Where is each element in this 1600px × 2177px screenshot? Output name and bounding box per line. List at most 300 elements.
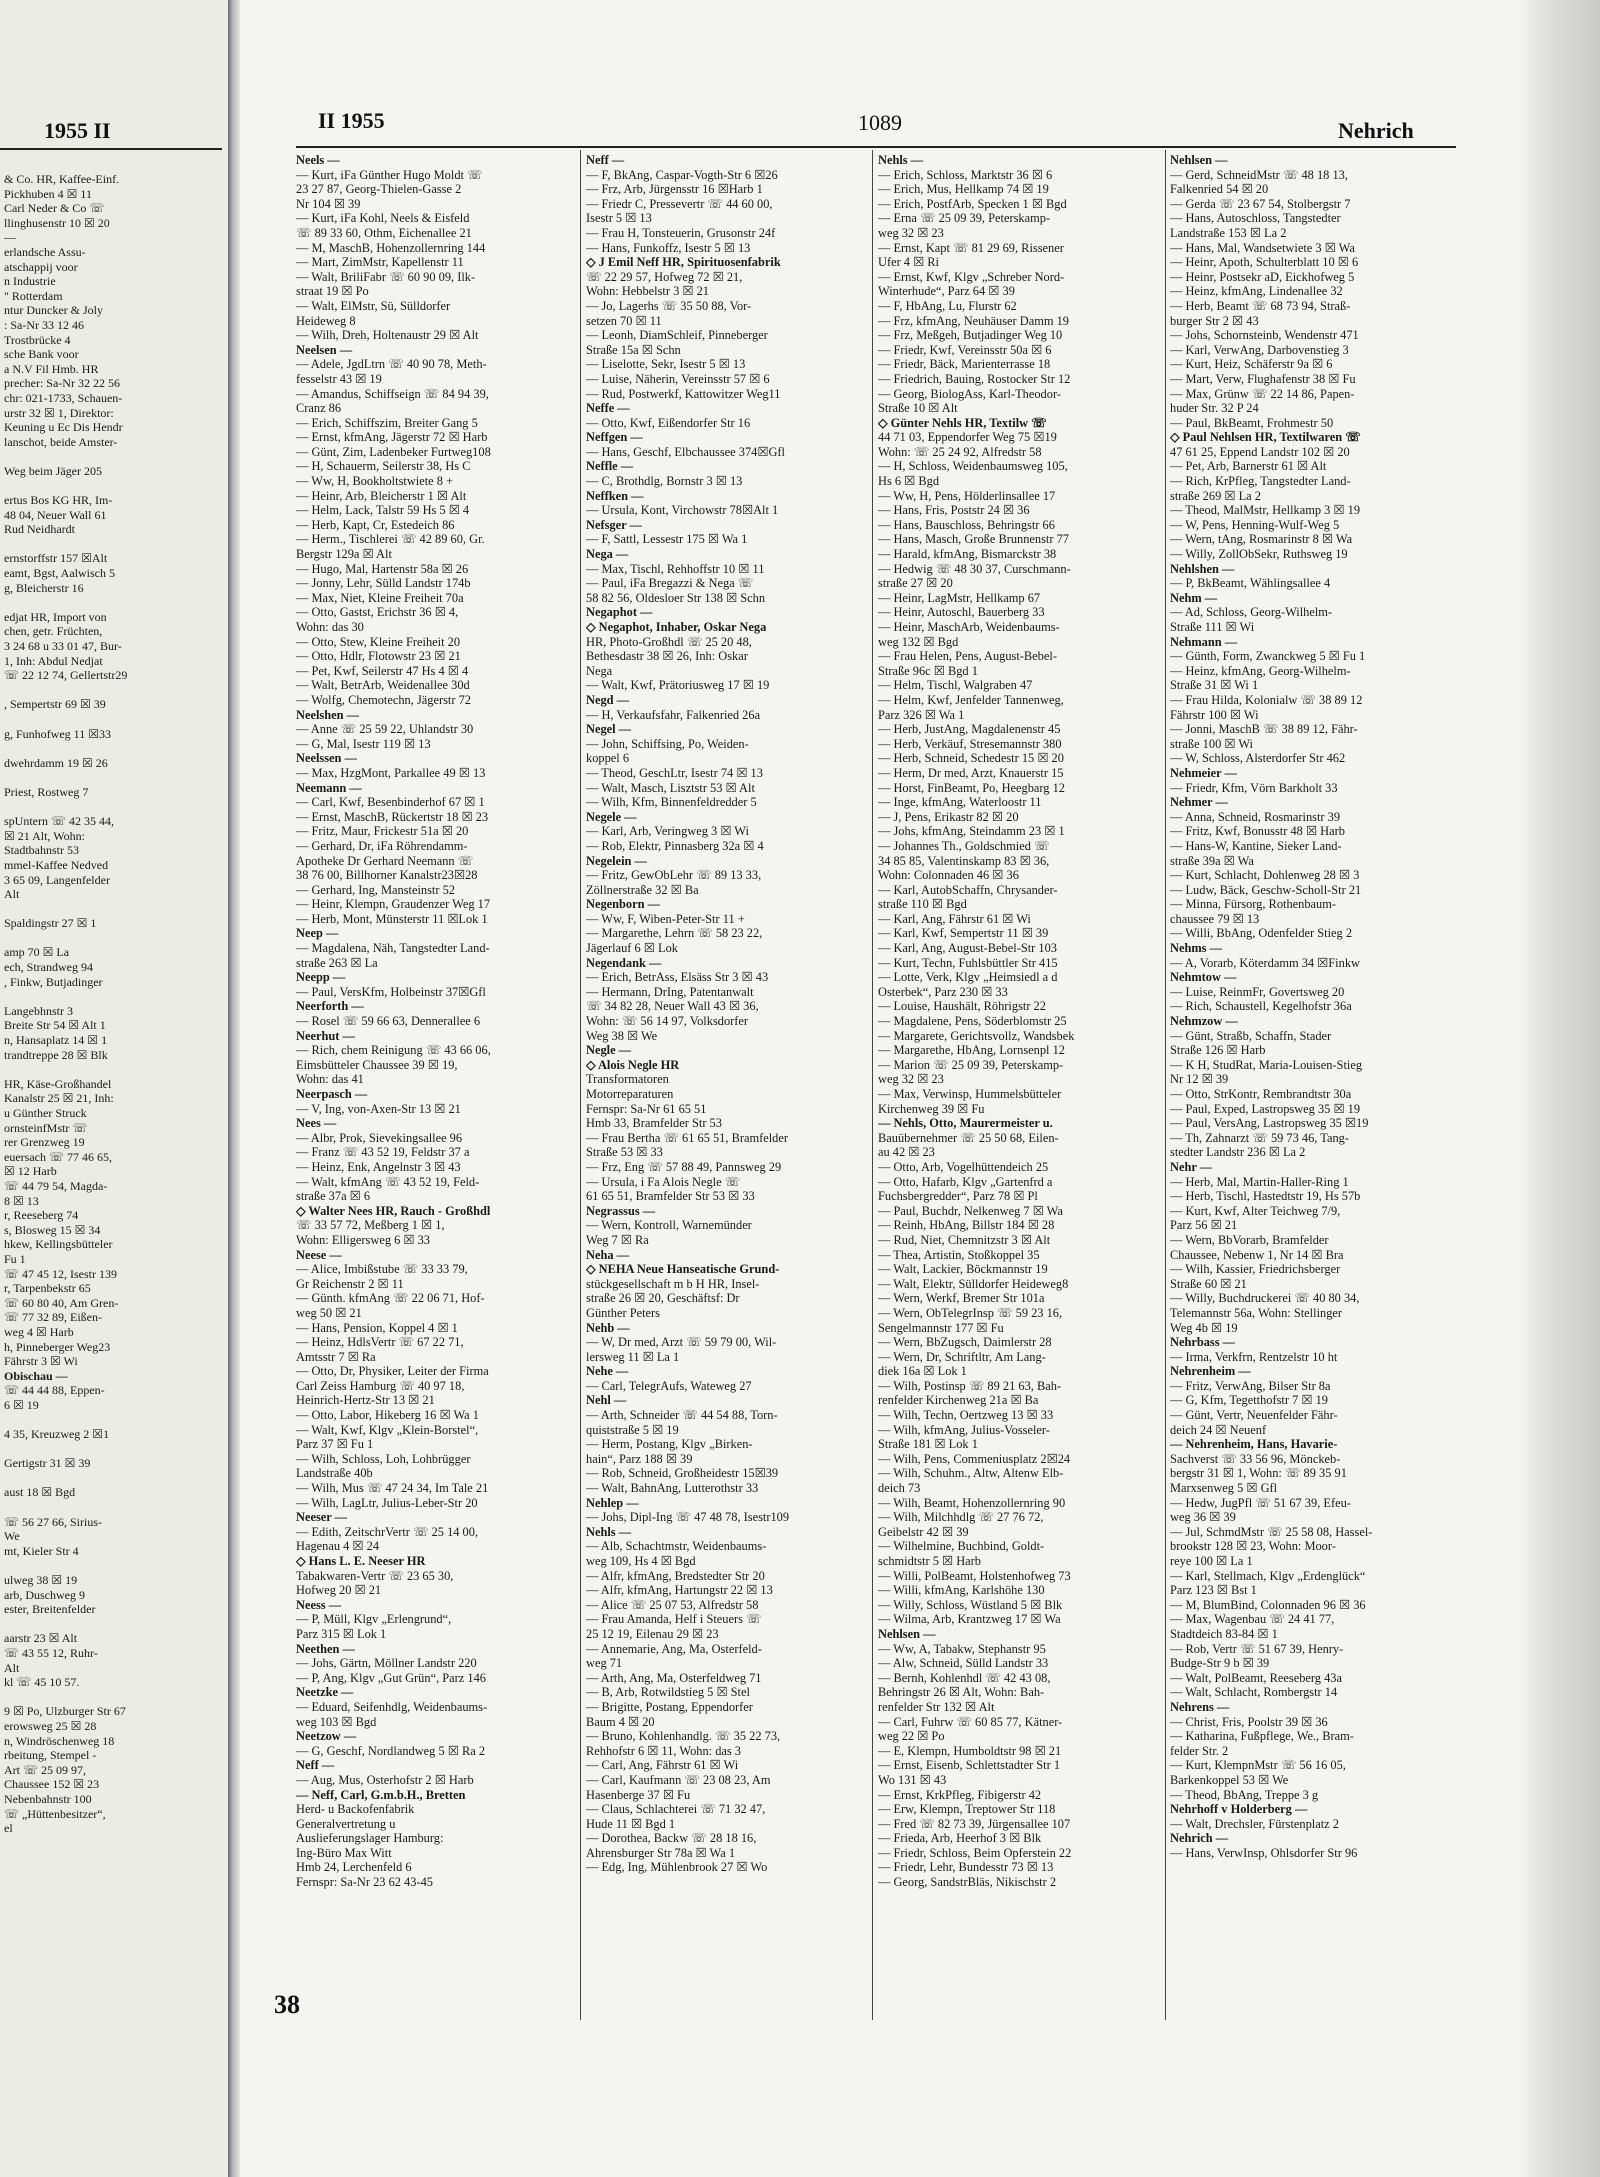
directory-entry-line: — Bruno, Kohlenhandlg. ☏ 35 22 73, — [586, 1729, 781, 1744]
directory-entry-line: — Wilh, Kfm, Binnenfeldredder 5 — [586, 795, 757, 810]
directory-entry-line: Chaussee 152 ☒ 23 — [4, 1777, 100, 1792]
directory-name-heading: Neess — — [296, 1597, 342, 1612]
directory-name-heading: Nehmzow — — [1170, 1014, 1238, 1029]
directory-entry-line: Trostbrücke 4 — [4, 332, 71, 347]
directory-entry-line — [4, 1442, 224, 1457]
directory-entry-line: Generalvertretung u — [296, 1816, 396, 1831]
directory-entry-line: " Rotterdam — [4, 288, 63, 303]
directory-entry-line: trandtreppe 28 ☒ Blk — [4, 1047, 108, 1062]
directory-entry-line: n, Hansaplatz 14 ☒ 1 — [4, 1033, 108, 1048]
directory-entry-line: — Ernst, kfmAng, Jägerstr 72 ☒ Harb — [296, 430, 488, 445]
directory-entry-line: Hs 6 ☒ Bgd — [878, 474, 940, 489]
directory-entry-line: reye 100 ☒ La 1 — [1170, 1554, 1253, 1568]
directory-entry-line: — Hedw, JugPfl ☏ 51 67 39, Efeu- — [1170, 1495, 1351, 1510]
directory-entry-line: — Margarete, Gerichtsvollz, Wandsbek — [878, 1028, 1075, 1043]
directory-entry-line: — Otto, Stew, Kleine Freiheit 20 — [296, 634, 461, 649]
directory-entry-line: ☏ 43 55 12, Ruhr- — [4, 1645, 98, 1660]
directory-entry-line: Zöllnerstraße 32 ☒ Ba — [586, 882, 699, 897]
directory-entry-line: — Johs, Schornsteinb, Wendenstr 471 — [1170, 328, 1359, 343]
directory-entry-line: Eimsbütteler Chaussee 39 ☒ 19, — [296, 1057, 458, 1072]
directory-entry-line — [4, 1617, 224, 1632]
directory-entry-line: brookstr 128 ☒ 23, Wohn: Moor- — [1170, 1539, 1336, 1554]
directory-name-heading: Obischau — — [4, 1368, 68, 1383]
directory-entry-line: — Max, Verwinsp, Hummelsbütteler — [878, 1087, 1062, 1101]
directory-entry-line: ech, Strandweg 94 — [4, 960, 93, 975]
directory-entry-line: — Otto, Arb, Vogelhüttendeich 25 — [878, 1159, 1049, 1174]
directory-entry-line: quiststraße 5 ☒ 19 — [586, 1422, 679, 1437]
directory-entry-line: 4 35, Kreuzweg 2 ☒1 — [4, 1427, 110, 1442]
directory-entry-line: — Wilh, Milchhdlg ☏ 27 76 72, — [878, 1510, 1044, 1525]
directory-entry-line: — Pet, Arb, Barnerstr 61 ☒ Alt — [1170, 459, 1327, 474]
directory-entry-line: — Carl, Kaufmann ☏ 23 08 23, Am — [586, 1772, 771, 1787]
directory-entry-line: weg 22 ☒ Po — [878, 1729, 945, 1744]
directory-entry-line: — Heinr, Apoth, Schulterblatt 10 ☒ 6 — [1170, 255, 1359, 270]
directory-entry-line: — Wilh, Dreh, Holtenaustr 29 ☒ Alt — [296, 328, 479, 343]
directory-entry-line: — Paul, BkBeamt, Frohmestr 50 — [1170, 415, 1334, 430]
directory-entry-line: — Herm, Dr med, Arzt, Knauerstr 15 — [878, 765, 1064, 780]
directory-entry-line: — Alb, Schachtmstr, Weidenbaums- — [586, 1539, 767, 1554]
directory-entry-line: ☏ „Hüttenbesitzer“, — [4, 1806, 106, 1821]
directory-entry-line: ☏ 56 27 66, Sirius- — [4, 1514, 103, 1529]
directory-entry-line: — Wilh, Kassier, Friedrichsberger — [1170, 1262, 1341, 1277]
directory-entry-line: Parz 123 ☒ Bst 1 — [1170, 1583, 1257, 1598]
directory-entry-line: straße 100 ☒ Wi — [1170, 736, 1253, 751]
directory-entry-line: fesselstr 43 ☒ 19 — [296, 371, 382, 386]
directory-name-heading: Nehmann — — [1170, 634, 1238, 649]
directory-entry-line: — Ernst, Eisenb, Schlettstadter Str 1 — [878, 1758, 1061, 1773]
directory-entry-line: — Herb, Beamt ☏ 68 73 94, Straß- — [1170, 298, 1351, 313]
directory-name-heading: Nehm — — [1170, 590, 1218, 605]
directory-entry-line: — Hans-W, Kantine, Sieker Land- — [1170, 838, 1342, 853]
directory-entry-line: — Herb, Mal, Martin-Haller-Ring 1 — [1170, 1174, 1349, 1189]
directory-entry-line: — Walt, Kwf, Prätoriusweg 17 ☒ 19 — [586, 678, 770, 693]
directory-entry-line: Baum 4 ☒ 20 — [586, 1714, 655, 1729]
directory-entry-line: — W, Dr med, Arzt ☏ 59 79 00, Wil- — [586, 1335, 777, 1350]
directory-entry-line: Jägerlauf 6 ☒ Lok — [586, 941, 678, 956]
directory-entry-line: mt, Kieler Str 4 — [4, 1543, 79, 1558]
directory-name-heading: Nees — — [296, 1116, 337, 1131]
directory-name-heading: Nefsger — — [586, 517, 642, 532]
directory-entry-line: — Frau Hilda, Kolonialw ☏ 38 89 12 — [1170, 692, 1363, 707]
directory-entry-line — [4, 478, 224, 493]
directory-entry-line: Kanalstr 25 ☒ 21, Inh: — [4, 1091, 114, 1106]
directory-name-heading: Nega — — [586, 547, 629, 562]
directory-name-heading: Nehmer — — [1170, 795, 1228, 810]
directory-entry-line: aust 18 ☒ Bgd — [4, 1485, 76, 1500]
directory-entry-line: n, Windröschenweg 18 — [4, 1733, 115, 1748]
directory-entry-line: Pickhuben 4 ☒ 11 — [4, 186, 92, 201]
directory-entry-line: — Carl, Fuhrw ☏ 60 85 77, Kätner- — [878, 1714, 1063, 1729]
directory-entry-line — [4, 449, 224, 464]
directory-entry-line: — Walt, BetrArb, Weidenallee 30d — [296, 678, 470, 693]
directory-entry-line: — Willy, Schloss, Wüstland 5 ☒ Blk — [878, 1597, 1063, 1612]
directory-entry-line: — Franz ☏ 43 52 19, Feldstr 37 a — [296, 1145, 470, 1160]
directory-entry-line: — Willy, Buchdruckerei ☏ 40 80 34, — [1170, 1291, 1360, 1306]
directory-entry-line: — Margarethe, Lehrn ☏ 58 23 22, — [586, 926, 763, 941]
directory-name-heading: Nehls — — [878, 153, 924, 167]
directory-entry-line: — Willy, ZollObSekr, Ruthsweg 19 — [1170, 547, 1348, 562]
directory-entry-line: — Frz, Meßgeh, Butjadinger Weg 10 — [878, 328, 1063, 343]
directory-name-heading: Neels — — [296, 153, 340, 167]
directory-entry-line: setzen 70 ☒ 11 — [586, 313, 662, 328]
directory-entry-line: — Edg, Ing, Mühlenbrook 27 ☒ Wo — [586, 1860, 768, 1875]
directory-entry-line: Rehhofstr 6 ☒ 11, Wohn: das 3 — [586, 1743, 742, 1758]
directory-entry-line: ☏ 44 79 54, Magda- — [4, 1178, 108, 1193]
directory-entry-line: — Wern, Dr, Schriftltr, Am Lang- — [878, 1349, 1046, 1364]
directory-entry-line: urstr 32 ☒ 1, Direktor: — [4, 405, 114, 420]
directory-entry-line: — Frau Helen, Pens, August-Bebel- — [878, 649, 1057, 664]
directory-entry-line: lanschot, beide Amster- — [4, 434, 118, 449]
directory-name-heading: Nehlep — — [586, 1495, 639, 1510]
directory-entry-line: — Willi, PolBeamt, Holstenhofweg 73 — [878, 1568, 1071, 1583]
directory-entry-line: — Walt, Elektr, Sülldorfer Heideweg8 — [878, 1276, 1069, 1291]
left-page-column — [4, 172, 224, 2072]
directory-entry-line: — Wolfg, Chemotechn, Jägerstr 72 — [296, 692, 471, 707]
directory-name-heading: Neff — — [296, 1758, 335, 1773]
directory-entry-line: ☏ 77 32 89, Eißen- — [4, 1310, 102, 1325]
directory-entry-line: ☏ 33 57 72, Meßberg 1 ☒ 1, — [296, 1218, 445, 1233]
directory-entry-line: — Heinr, Postsekr aD, Eickhofweg 5 — [1170, 269, 1355, 284]
directory-entry-line: — Fritz, Maur, Frickestr 51a ☒ 20 — [296, 824, 469, 839]
directory-entry-line — [4, 1690, 224, 1705]
directory-entry-line: ☏ 44 44 88, Eppen- — [4, 1383, 105, 1398]
directory-entry-line: — Wern, tAng, Rosmarinstr 8 ☒ Wa — [1170, 532, 1353, 547]
directory-entry-line: r, Reeseberg 74 — [4, 1208, 79, 1223]
directory-entry-line: deich 24 ☒ Neuenf — [1170, 1422, 1267, 1437]
directory-entry-line: — Anne ☏ 25 59 22, Uhlandstr 30 — [296, 722, 474, 737]
directory-entry-line: 61 65 51, Bramfelder Str 53 ☒ 33 — [586, 1189, 755, 1204]
directory-name-heading: Nehlsen — — [878, 1626, 936, 1641]
directory-entry-line: — Katharina, Fußpflege, We., Bram- — [1170, 1729, 1354, 1744]
directory-entry-line: Budge-Str 9 b ☒ 39 — [1170, 1656, 1270, 1671]
directory-entry-line: — Johs, Gärtn, Möllner Landstr 220 — [296, 1656, 477, 1671]
directory-entry-line: — Magdalene, Pens, Söderblomstr 25 — [878, 1014, 1067, 1029]
directory-column-1 — [296, 153, 574, 2023]
directory-entry-line: — Kurt, iFa Kohl, Neels & Eisfeld — [296, 211, 470, 226]
directory-entry-line: — Friedr, Lehr, Bundesstr 73 ☒ 13 — [878, 1860, 1054, 1875]
directory-entry-line: — Alice ☏ 25 07 53, Alfredstr 58 — [586, 1597, 759, 1612]
directory-entry-line: — Paul, iFa Bregazzi & Nega ☏ — [586, 576, 754, 591]
directory-entry-line: HR, Photo-Großhdl ☏ 25 20 48, — [586, 634, 752, 649]
directory-entry-line: au 42 ☒ 23 — [878, 1145, 935, 1160]
directory-name-heading: Nehmtow — — [1170, 970, 1237, 985]
directory-entry-line: — Karl, Arb, Veringweg 3 ☒ Wi — [586, 824, 749, 839]
directory-entry-line: — Edith, ZeitschrVertr ☏ 25 14 00, — [296, 1524, 479, 1539]
directory-entry-line: Nebenbahnstr 100 — [4, 1791, 92, 1806]
directory-entry-line: — Hans, Geschf, Elbchaussee 374☒Gfl — [586, 444, 785, 459]
directory-entry-line: Geibelstr 42 ☒ 39 — [878, 1524, 969, 1539]
directory-entry-line: Ufer 4 ☒ Ri — [878, 255, 940, 270]
directory-entry-line: Alt — [4, 887, 20, 902]
directory-entry-line: Straße 31 ☒ Wi 1 — [1170, 678, 1259, 693]
directory-entry-line: Wohn: ☏ 25 24 92, Alfredstr 58 — [878, 444, 1042, 459]
directory-entry-line: atschappij voor — [4, 259, 78, 274]
directory-entry-line: — Lotte, Verk, Klgv „Heimsiedl a d — [878, 970, 1058, 985]
directory-entry-line: — Max, Grünw ☏ 22 14 86, Papen- — [1170, 386, 1355, 401]
directory-entry-line: — Günth, Form, Zwanckweg 5 ☒ Fu 1 — [1170, 649, 1366, 664]
directory-entry-line: — Wilh, Techn, Oertzweg 13 ☒ 33 — [878, 1408, 1054, 1423]
directory-entry-line — [4, 741, 224, 756]
directory-entry-line: — Fritz, VerwAng, Bilser Str 8a — [1170, 1378, 1331, 1393]
directory-entry-line: — Theod, BbAng, Treppe 3 g — [1170, 1787, 1319, 1802]
directory-entry-line: — Karl, Kwf, Sempertstr 11 ☒ 39 — [878, 926, 1049, 941]
directory-entry-line: — Claus, Schlachterei ☏ 71 32 47, — [586, 1802, 766, 1817]
directory-entry-line: — Walt, BriliFabr ☏ 60 90 09, Ilk- — [296, 269, 476, 284]
directory-entry-line: — Louise, Haushält, Röhrigstr 22 — [878, 999, 1046, 1014]
directory-entry-line: 3 24 68 u 33 01 47, Bur- — [4, 639, 122, 653]
directory-entry-line: diek 16a ☒ Lok 1 — [878, 1364, 967, 1379]
directory-entry-line: — Horst, FinBeamt, Po, Heegbarg 12 — [878, 780, 1065, 795]
directory-entry-line: Parz 326 ☒ Wa 1 — [878, 707, 965, 722]
directory-entry-line: stückgesellschaft m b H HR, Insel- — [586, 1276, 760, 1291]
directory-entry-line: straße 37a ☒ 6 — [296, 1189, 371, 1204]
directory-entry-line: — Amandus, Schiffseign ☏ 84 94 39, — [296, 386, 489, 401]
directory-entry-line: Parz 315 ☒ Lok 1 — [296, 1626, 387, 1641]
directory-entry-line: — Wern, ObTelegrInsp ☏ 59 23 16, — [878, 1305, 1063, 1320]
directory-entry-line: — Inge, kfmAng, Waterloostr 11 — [878, 795, 1042, 810]
directory-entry-line: — Mart, Verw, Flughafenstr 38 ☒ Fu — [1170, 371, 1356, 386]
directory-entry-line: — Wern, Werkf, Bremer Str 101a — [878, 1291, 1045, 1306]
directory-entry-line: — Günt, Straßb, Schaffn, Stader — [1170, 1028, 1332, 1043]
directory-entry-line: straße 39a ☒ Wa — [1170, 853, 1254, 868]
directory-entry-line: Carl Zeiss Hamburg ☏ 40 97 18, — [296, 1378, 465, 1393]
directory-entry-line: felder Str. 2 — [1170, 1743, 1229, 1758]
directory-entry-line: — Heinz, kfmAng, Lindenallee 32 — [1170, 284, 1343, 299]
directory-entry-line: Straße 111 ☒ Wi — [1170, 620, 1255, 634]
directory-entry-line: — Ursula, Kont, Virchowstr 78☒Alt 1 — [586, 503, 779, 518]
directory-entry-line: — J, Pens, Erikastr 82 ☒ 20 — [878, 809, 1019, 824]
directory-entry-line: — Kurt, Kwf, Alter Teichweg 7/9, — [1170, 1203, 1341, 1218]
directory-entry-line: — Heinz, HdlsVertr ☏ 67 22 71, — [296, 1335, 464, 1350]
directory-entry-line: Wohn: das 41 — [296, 1072, 364, 1087]
directory-entry-line: — Rud, Postwerkf, Kattowitzer Weg11 — [586, 386, 781, 401]
directory-entry-line — [4, 1471, 224, 1486]
directory-entry-line: — Otto, Gastst, Erichstr 36 ☒ 4, — [296, 605, 459, 620]
directory-entry-line: — Ad, Schloss, Georg-Wilhelm- — [1170, 605, 1333, 620]
directory-entry-line: — Frz, Eng ☏ 57 88 49, Pannsweg 29 — [586, 1159, 782, 1174]
directory-entry-line: Heideweg 8 — [296, 313, 356, 328]
directory-entry-line: — P, BkBeamt, Wählingsallee 4 — [1170, 576, 1331, 591]
directory-entry-line: — F, HbAng, Lu, Flurstr 62 — [878, 298, 1017, 313]
directory-entry-line: ☏ 22 12 74, Gellertstr29 — [4, 668, 128, 683]
directory-entry-line: ester, Breitenfelder — [4, 1602, 96, 1617]
directory-entry-line: — A, Vorarb, Köterdamm 34 ☒Finkw — [1170, 955, 1360, 970]
directory-entry-line: — Johannes Th., Goldschmied ☏ — [878, 838, 1050, 853]
directory-entry-line: ◇ Hans L. E. Neeser HR — [296, 1554, 426, 1568]
directory-entry-line: — Helm, Tischl, Walgraben 47 — [878, 678, 1033, 693]
directory-entry-line: — Wilh, Postinsp ☏ 89 21 63, Bah- — [878, 1378, 1062, 1393]
directory-entry-line: Straße 15a ☒ Schn — [586, 342, 681, 357]
directory-entry-line — [4, 1558, 224, 1573]
directory-name-heading: Neemann — — [296, 780, 362, 795]
directory-entry-line: Alt — [4, 1660, 20, 1675]
directory-entry-line: Herd- u Backofenfabrik — [296, 1802, 415, 1817]
directory-name-heading: Negendank — — [586, 955, 662, 970]
directory-entry-line: — Alfr, kfmAng, Hartungstr 22 ☒ 13 — [586, 1583, 773, 1598]
directory-entry-line: burger Str 2 ☒ 43 — [1170, 313, 1259, 328]
directory-entry-line: Gertigstr 31 ☒ 39 — [4, 1456, 91, 1471]
folio-number: 38 — [274, 1990, 300, 2019]
directory-name-heading: Nehlsen — — [1170, 153, 1228, 167]
directory-entry-line: — Herb, Schneid, Schedestr 15 ☒ 20 — [878, 751, 1064, 766]
directory-entry-line: — Jonny, Lehr, Sülld Landstr 174b — [296, 576, 471, 591]
directory-entry-line: — Mart, ZimMstr, Kapellenstr 11 — [296, 255, 464, 270]
directory-entry-line: — Alfr, kfmAng, Bredstedter Str 20 — [586, 1568, 765, 1583]
directory-name-heading: Nehrich — — [1170, 1831, 1229, 1846]
directory-entry-line: — W, Schloss, Alsterdorfer Str 462 — [1170, 751, 1346, 766]
directory-entry-line: chaussee 79 ☒ 13 — [1170, 911, 1260, 926]
directory-name-heading: Neepp — — [296, 970, 346, 985]
directory-entry-line: precher: Sa-Nr 32 22 56 — [4, 376, 120, 391]
directory-entry-line: Heinrich-Hertz-Str 13 ☒ 21 — [296, 1393, 435, 1408]
directory-entry-line: — Alw, Schneid, Sülld Landstr 33 — [878, 1656, 1049, 1671]
directory-entry-line: Fernspr: Sa-Nr 23 62 43-45 — [296, 1875, 433, 1890]
directory-entry-line: sche Bank voor — [4, 347, 79, 362]
directory-entry-line: — Ww, H, Bookholtstwiete 8 + — [296, 474, 454, 489]
directory-entry-line: — W, Pens, Henning-Wulf-Weg 5 — [1170, 517, 1340, 532]
running-head-keyword: Nehrich — [1338, 118, 1414, 143]
directory-name-heading: Nehl — — [586, 1393, 627, 1408]
directory-entry-line: — Helm, Lack, Talstr 59 Hs 5 ☒ 4 — [296, 503, 470, 518]
directory-entry-line: chr: 021-1733, Schauen- — [4, 390, 123, 405]
directory-entry-line: ◇ Alois Negle HR — [586, 1057, 680, 1072]
directory-entry-line: Weg 38 ☒ We — [586, 1028, 658, 1043]
directory-entry-line: Nega — [586, 663, 613, 678]
directory-entry-line: — Friedrich, Bauing, Rostocker Str 12 — [878, 371, 1071, 386]
directory-name-heading: Nehrbass — — [1170, 1335, 1236, 1350]
directory-entry-line: Weg 7 ☒ Ra — [586, 1232, 649, 1247]
directory-entry-line: — Herb, Mont, Münsterstr 11 ☒Lok 1 — [296, 911, 488, 926]
directory-entry-line: — P, Müll, Klgv „Erlengrund“, — [296, 1612, 452, 1627]
directory-entry-line: — Nehls, Otto, Maurermeister u. — [878, 1116, 1053, 1131]
directory-entry-line: ☏ 22 29 57, Hofweg 72 ☒ 21, — [586, 269, 743, 284]
directory-entry-line: — Walt, Schlacht, Rombergstr 14 — [1170, 1685, 1338, 1700]
directory-entry-line: ertus Bos KG HR, Im- — [4, 493, 113, 508]
directory-entry-line — [4, 595, 224, 610]
directory-name-heading: Neethen — — [296, 1641, 355, 1656]
directory-entry-line: ☏ 60 80 40, Am Gren- — [4, 1295, 119, 1310]
directory-entry-line: Falkenried 54 ☒ 20 — [1170, 182, 1269, 197]
directory-entry-line: Osterbek“, Parz 230 ☒ 33 — [878, 984, 1008, 999]
directory-entry-line: — Theod, GeschLtr, Isestr 74 ☒ 13 — [586, 765, 763, 780]
directory-entry-line: weg 132 ☒ Bgd — [878, 634, 959, 649]
directory-entry-line: — Friedr, Schloss, Beim Opferstein 22 — [878, 1845, 1072, 1860]
directory-entry-line — [4, 537, 224, 552]
directory-entry-line: ☒ 21 Alt, Wohn: — [4, 828, 85, 843]
directory-entry-line: Spaldingstr 27 ☒ 1 — [4, 916, 97, 931]
directory-entry-line: — Annemarie, Ang, Ma, Osterfeld- — [586, 1641, 762, 1656]
directory-entry-line: Wohn: das 30 — [296, 620, 364, 634]
directory-entry-line: Gr Reichenstr 2 ☒ 11 — [296, 1276, 404, 1291]
directory-name-heading: Neerforth — — [296, 999, 364, 1014]
directory-entry-line: g, Funhofweg 11 ☒33 — [4, 726, 111, 741]
directory-entry-line: — Thea, Artistin, Stoßkoppel 35 — [878, 1247, 1040, 1262]
directory-entry-line: Hude 11 ☒ Bgd 1 — [586, 1816, 676, 1831]
directory-entry-line: weg 4 ☒ Harb — [4, 1324, 74, 1339]
directory-entry-line: — — [4, 230, 16, 245]
directory-entry-line: — Heinz, kfmAng, Georg-Wilhelm- — [1170, 663, 1351, 678]
directory-name-heading: Neffken — — [586, 488, 644, 503]
directory-entry-line: Keuning u Ec Dis Hendr — [4, 420, 123, 435]
directory-entry-line: bergstr 31 ☒ 1, Wohn: ☏ 89 35 91 — [1170, 1466, 1347, 1481]
directory-entry-line: 47 61 25, Eppend Landstr 102 ☒ 20 — [1170, 444, 1350, 459]
directory-entry-line: Stadtbahnstr 53 — [4, 843, 79, 858]
directory-name-heading: Neetzow — — [296, 1729, 357, 1744]
directory-entry-line: straße 269 ☒ La 2 — [1170, 488, 1261, 503]
directory-entry-line: — Marion ☏ 25 09 39, Peterskamp- — [878, 1057, 1064, 1072]
directory-entry-line: Landstraße 40b — [296, 1466, 373, 1481]
directory-entry-line: Art ☏ 25 09 97, — [4, 1762, 87, 1777]
page-edge-shadow — [1520, 0, 1600, 2177]
directory-entry-line: Behringstr 26 ☒ Alt, Wohn: Bah- — [878, 1685, 1045, 1700]
directory-name-heading: Nehb — — [586, 1320, 630, 1335]
directory-name-heading: Negaphot — — [586, 605, 653, 620]
directory-entry-line: — Ernst, Kwf, Klgv „Schreber Nord- — [878, 269, 1065, 284]
directory-entry-line: — Helm, Kwf, Jenfelder Tannenweg, — [878, 692, 1064, 707]
directory-entry-line: — Erw, Klempn, Treptower Str 118 — [878, 1802, 1056, 1817]
directory-entry-line: Sengelmannstr 177 ☒ Fu — [878, 1320, 1004, 1335]
directory-entry-line: — Karl, Ang, August-Bebel-Str 103 — [878, 941, 1057, 956]
directory-entry-line: — Hans, Fris, Poststr 24 ☒ 36 — [878, 503, 1030, 518]
directory-entry-line: Marxsenweg 5 ☒ Gfl — [1170, 1481, 1278, 1496]
directory-name-heading: Neese — — [296, 1247, 342, 1262]
directory-entry-line: — Wilh, Schuhm., Altw, Altenw Elb- — [878, 1466, 1064, 1481]
directory-entry-line — [4, 1412, 224, 1427]
directory-entry-line: — G, Kfm, Tegetthofstr 7 ☒ 19 — [1170, 1393, 1328, 1408]
directory-entry-line: — Walt, PolBeamt, Reeseberg 43a — [1170, 1670, 1342, 1685]
directory-entry-line: — Ursula, i Fa Alois Negle ☏ — [586, 1174, 741, 1189]
directory-entry-line: Hofweg 20 ☒ 21 — [296, 1583, 382, 1598]
directory-entry-line: weg 71 — [586, 1656, 623, 1671]
directory-entry-line: — Erich, PostfArb, Specken 1 ☒ Bgd — [878, 196, 1067, 211]
directory-entry-line — [4, 989, 224, 1004]
directory-entry-line: 23 27 87, Georg-Thielen-Gasse 2 — [296, 182, 462, 197]
directory-entry-line: — Herb, Kapt, Cr, Estedeich 86 — [296, 517, 455, 532]
directory-entry-line: huder Str. 32 P 24 — [1170, 401, 1259, 416]
directory-entry-line: — Gerhard, Dr, iFa Röhrendamm- — [296, 838, 468, 853]
directory-entry-line: g, Bleicherstr 16 — [4, 580, 84, 595]
directory-entry-line: — Frz, Arb, Jürgensstr 16 ☒Harb 1 — [586, 182, 763, 197]
directory-entry-line: — Max, Niet, Kleine Freiheit 70a — [296, 590, 464, 605]
directory-entry-line: n Industrie — [4, 274, 56, 289]
directory-entry-line: — Karl, Ang, Fährstr 61 ☒ Wi — [878, 911, 1031, 926]
directory-entry-line: Straße 181 ☒ Lok 1 — [878, 1437, 978, 1452]
directory-entry-line: erlandsche Assu- — [4, 244, 86, 259]
directory-entry-line: — Herm, Postang, Klgv „Birken- — [586, 1437, 753, 1452]
directory-entry-line: Landstraße 153 ☒ La 2 — [1170, 225, 1287, 240]
directory-name-heading: Neffgen — — [586, 430, 643, 445]
directory-entry-line: ☏ 89 33 60, Othm, Eichenallee 21 — [296, 225, 472, 240]
directory-name-heading: Nehms — — [1170, 941, 1222, 956]
directory-entry-line: — V, Ing, von-Axen-Str 13 ☒ 21 — [296, 1101, 461, 1116]
left-page-header: 1955 II — [44, 118, 111, 143]
directory-entry-line: Auslieferungslager Hamburg: — [296, 1831, 444, 1846]
directory-entry-line: — Wilh, Beamt, Hohenzollernring 90 — [878, 1495, 1066, 1510]
directory-entry-line: arb, Duschweg 9 — [4, 1587, 85, 1602]
directory-entry-line: — Brigitte, Postang, Eppendorfer — [586, 1699, 753, 1714]
directory-entry-line: Hasenberge 37 ☒ Fu — [586, 1787, 691, 1802]
directory-entry-line: — Walt, kfmAng ☏ 43 52 19, Feld- — [296, 1174, 480, 1189]
directory-entry-line: Fuchsbergredder“, Parz 78 ☒ Pl — [878, 1189, 1038, 1204]
directory-entry-line: , Sempertstr 69 ☒ 39 — [4, 697, 106, 712]
directory-entry-line: kl ☏ 45 10 57. — [4, 1675, 80, 1690]
directory-entry-line: — Heinr, Klempn, Graudenzer Weg 17 — [296, 897, 491, 912]
directory-entry-line: Bauübernehmer ☏ 25 50 68, Eilen- — [878, 1130, 1059, 1145]
directory-entry-line: — Otto, Dr, Physiker, Leiter der Firma — [296, 1364, 489, 1379]
directory-entry-line: — Walt, Lackier, Böckmannstr 19 — [878, 1262, 1048, 1277]
directory-entry-line: amp 70 ☒ La — [4, 945, 70, 960]
directory-entry-line: — Paul, VersKfm, Holbeinstr 37☒Gfl — [296, 984, 486, 999]
